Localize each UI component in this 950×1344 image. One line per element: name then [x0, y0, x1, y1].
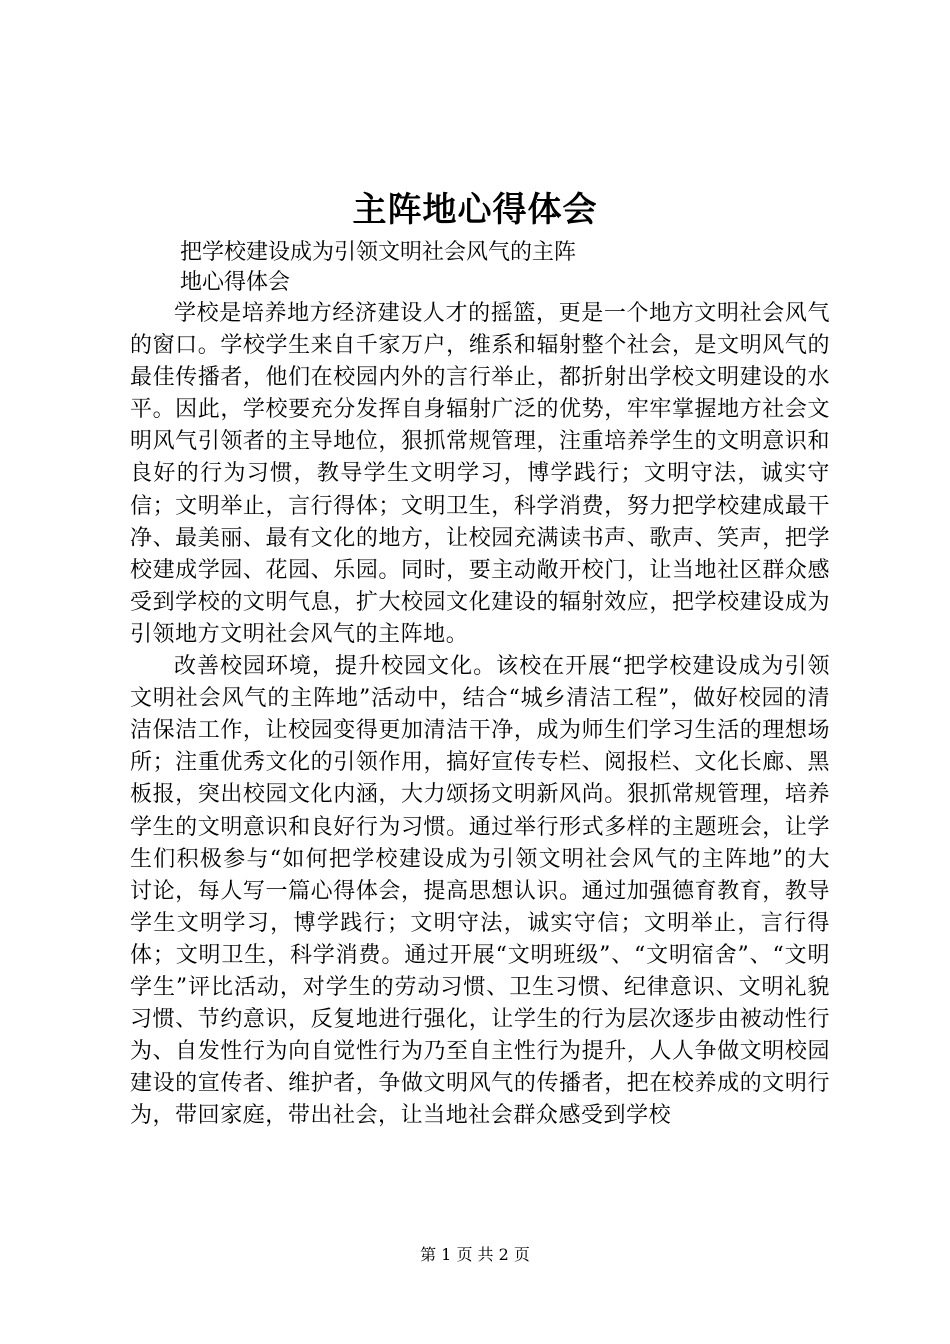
document-body: [130, 298, 830, 1132]
document-title: 主阵地心得体会: [352, 190, 598, 230]
page-footer: 第 1 页 共 2 页: [420, 1245, 530, 1264]
document-subtitle-line-1: 把学校建设成为引领文明社会风气的主阵: [180, 240, 577, 265]
body-paragraph-2: 改善校园环境，提升校园文化。该校在开展“把学校建设成为引领文明社会风气的主阵地”活动中，结合“城乡清洁工程”，做好校园的清洁保洁工作，让校园变得更加清洁干净，成为师生们学习生活的理想场所；注重优秀文化的引领作用，搞好宣传专栏、阅报栏、文化长廊、黑板报，突出校园文化内涵，大力颂扬文明新风尚。狠抓常规管理，培养学生的文明意识和良好行为习惯。通过举行形式多样的主题班会，让学生们积极参与“如何把学校建设成为引领文明社会风气的主阵地”的大讨论，每人写一篇心得体会，提高思想认识。通过加强德育教育，教导学生文明学习，博学践行；文明守法，诚实守信；文明举止，言行得体；文明卫生，科学消费。通过开展“文明班级”、“文明宿舍”、“文明学生”评比活动，对学生的劳动习惯、卫生习惯、纪律意识、文明礼貌习惯、节约意识，反复地进行强化，让学生的行为层次逐步由被动性行为、自发性行为向自觉性行为乃至自主性行为提升，人人争做文明校园建设的宣传者、维护者，争做文明风气的传播者，把在校养成的文明行为，带回家庭，带出社会，让当地社会群众感受到学校: [130, 654, 830, 1129]
document-subtitle-line-2: 地心得体会: [180, 270, 291, 295]
body-paragraph-1: 学校是培养地方经济建设人才的摇篮，更是一个地方文明社会风气的窗口。学校学生来自千家万户，维系和辐射整个社会，是文明风气的最佳传播者，他们在校园内外的言行举止，都折射出学校文明建设的水平。因此，学校要充分发挥自身辐射广泛的优势，牢牢掌握地方社会文明风气引领者的主导地位，狠抓常规管理，注重培养学生的文明意识和良好的行为习惯，教导学生文明学习，博学践行；文明守法，诚实守信；文明举止，言行得体；文明卫生，科学消费，努力把学校建成最干净、最美丽、最有文化的地方，让校园充满读书声、歌声、笑声，把学校建成学园、花园、乐园。同时，要主动敞开校门，让当地社区群众感受到学校的文明气息，扩大校园文化建设的辐射效应，把学校建设成为引领地方文明社会风气的主阵地。: [130, 301, 830, 647]
